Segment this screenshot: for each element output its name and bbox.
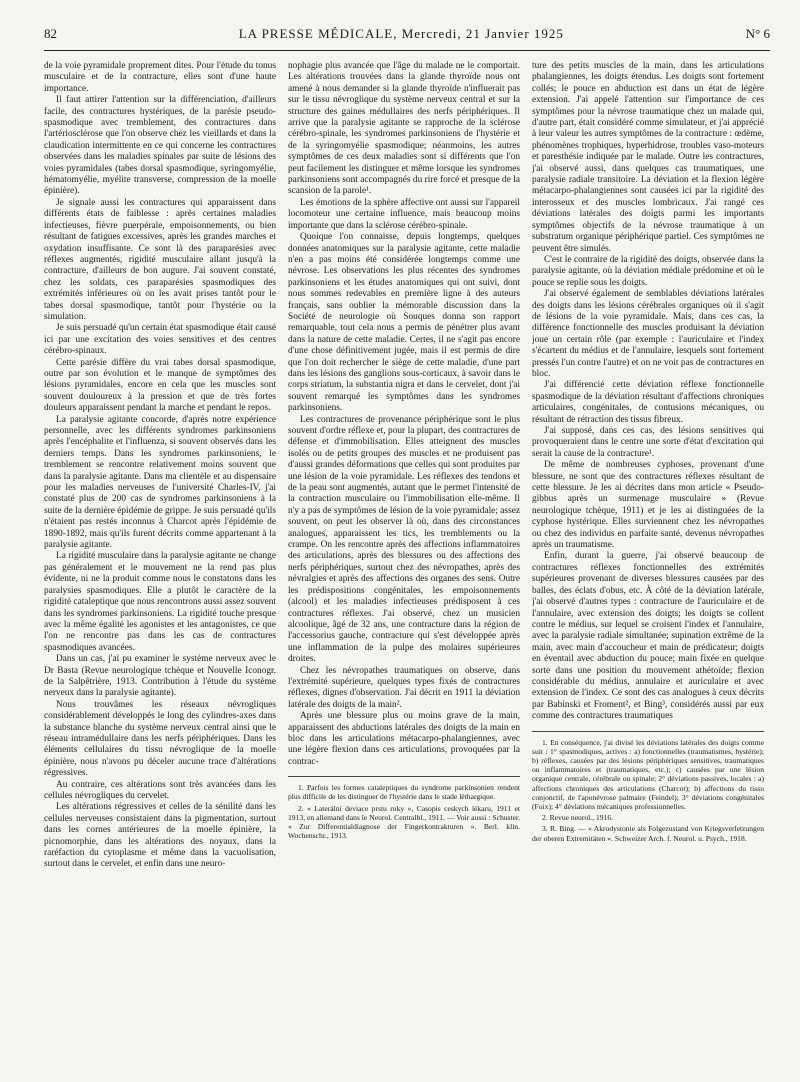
text-columns <box>44 61 770 1081</box>
paragraph: Au contraire, ces altérations sont très avancées dans les cellules névrogliques du cervelet. <box>44 779 276 801</box>
paragraph: Les altérations régressives et celles de la sénilité dans les cellules nerveuses consistaient dans la pigmentation, surtout dans les cornes antérieures de la moelle épinière, la picnomorphie, dans les altérations des noyaux, dans la raréfaction du cytoplasme et même dans la vacuolisation, surtout dans le cervelet, et enfin dans une neuro- <box>44 802 276 870</box>
paragraph: Les contractures de provenance périphérique sont le plus souvent d'ordre réflexe et, pour la plupart, des contractures de défense et d'immobilisation. Elles atteignent des muscles isolés ou de petits groupes des muscles et ne produisent pas d'aussi grandes déformations que celles qui sont produites par une lésion de la voie pyramidale. Les réflexes des tendons et de la peau sont augmentés, autant que le permet l'intensité de la contraction musculaire ou l'immobilisation elle-même. Il n'y a pas de symptômes de lésion de la voie pyramidale; assez souvent, on peut les observer là où, dans des circonstances analogues, apparaissent les tics, les tremblements ou la crampe. On les rencontre après des affections inflammatoires des articulations, après des blessures ou des affections des nerfs périphériques, surtout chez des névropathes, après des névralgies et après des affections des organes des sens. Outre les prédispositions congénitales, les empoisonnements (alcool) et les maladies infectieuses prédisposent à ces contractures réflexes. J'ai observé, chez un musicien alcoolique, âgé de 32 ans, une contracture dans la région de l'accessorius gauche, contracture qui s'est développée après une inflammation de la pulpe des molaires supérieures droites. <box>288 414 520 665</box>
paragraph: C'est le contraire de la rigidité des doigts, observée dans la paralysie agitante, où la déviation médiale prédomine et où le pouce se replie sous les doigts. <box>532 254 764 288</box>
footnote: 1. Parfois les formes cataleptiques du syndrome parkinsonien rendent plus difficile de les distinguer de l'hystérie dans le stade léthargique. <box>288 783 520 802</box>
paragraph: de la voie pyramidale proprement dites. Pour l'étude du tonus musculaire et de la contracture, elles sont d'une haute importance. <box>44 61 276 94</box>
paragraph: Cette parésie diffère du vrai tabes dorsal spasmodique, outre par son évolution et le manque de symptômes des lésions pyramidales, encore en cela que les muscles sont souvent douloureux à la pression et que de très fortes douleurs apparaissent pendant la marche et pendant le repos. <box>44 357 276 414</box>
column-left <box>44 61 276 1081</box>
paragraph: Enfin, durant la guerre, j'ai observé beaucoup de contractures réflexes fonctionnelles des extrémités supérieures provenant de diverses blessures causées par des balles, des éclats d'obus, etc. À côté de la déviation latérale, j'ai observé d'autres types : contracture de l'auriculaire et de l'annulaire, avec extension des doigts; les doigts se collent contre le médius, sur lequel se croisent l'index et l'annulaire, avec la paralysie radiale simultanée; supination extrême de la main, avec main d'accoucheur et main de prédicateur; doigts en éventail avec abduction du pouce; main fixée en quelque sorte dans une position du mouvement athétoïde; flexion considérable du médius, annulaire et auriculaire et avec extension de l'index. Ce sont des cas analogues à ceux décrits par Babinski et Froment², et Bing³, considérés aussi par eux comme des contractures traumatiques <box>532 551 764 722</box>
issue-number: N° 6 <box>745 26 770 41</box>
paragraph: Dans un cas, j'ai pu examiner le système nerveux avec le Dr Basta (Revue neurologique tchèque et Nouvelle Iconogr. de la Salpêtrière, 1913. Contribution à l'étude du système nerveux dans la paralysie agitante). <box>44 654 276 699</box>
paragraph: Après une blessure plus ou moins grave de la main, apparaissent des abductions latérales des doigts de la main en bloc dans les articulations métacarpo-phalangiennes, avec une légère flexion dans ces articulations, provoquées par la contrac- <box>288 711 520 767</box>
paragraph: Il faut attirer l'attention sur la différenciation, d'ailleurs facile, des contractures hystériques, de la parésie pseudo-spasmodique avec tremblement, des contractures dans l'artériosclérose que l'on observe chez les vieillards et dans la claudication intermittente en ce qui concerne les contractures observées dans les maladies spinales par suite de lésions des voies pyramidales (tabes dorsal spasmodique, syringomyélie, hématomyélie, myélite transverse, compression de la moelle épinière). <box>44 95 276 197</box>
paragraph: Nous trouvâmes les réseaux névrogliques considérablement développés le long des cylindres-axes dans la substance blanche du système nerveux central ainsi que le réseau intramédullaire dans les nerfs périphériques. Dans les éléments cellulaires du tissu névroglique de la moelle épinière, nous n'avons pu déceler aucune trace d'altérations régressives. <box>44 699 276 779</box>
running-title: LA PRESSE MÉDICALE, Mercredi, 21 Janvier 1925 <box>238 26 564 41</box>
paragraph: nophagie plus avancée que l'âge du malade ne le comportait. Les altérations trouvées dans la glande thyroïde nous ont amené à nous demander si la glande thyroïde n'influerait pas sur le tissu névroglique du système nerveux central et sur la structure des gaines médullaires des nerfs périphériques. Il arrive que la paralysie agitante se rapproche de la sclérose cérébro-spinale, les syndromes parkinsoniens de l'hystérie et de la syringomyélie spasmodique; néanmoins, les autres symptômes de ces deux maladies sont si différents que l'on peut facilement les distinguer et même lorsque les syndromes parkinsoniens sont accompagnés du rire forcé et presque de la scansion de la parole¹. <box>288 61 520 197</box>
footnote: 3. R. Bing. — « Akrodystonie als Folgezustand von Kriegsverletzungen der oberen Extremitäten ». Schweizer Arch. f. Neurol. u. Psych., 1918. <box>532 824 764 843</box>
paragraph: Je suis persuadé qu'un certain état spasmodique était causé ici par une excitation des voies sensitives et des centres cérébro-spinaux. <box>44 323 276 357</box>
paragraph: ture des petits muscles de la main, dans les articulations phalangiennes, les doigts étendus. Les doigts sont fortement collés; le pouce en abduction est dans un état de légère extension. J'ai appelé l'attention sur l'importance de ces symptômes pour la névrose traumatique chez un malade qui, d'autre part, était considéré comme simulateur, et j'ai apprécié à leur valeur les autres symptômes de la contracture : œdème, phénomènes trophiques, hyperhidrose, troubles vaso-moteurs et paresthésie indiquée par le malade. Outre les contractures, j'ai observé aussi, dans quelques cas traumatiques, une paralysie radiale transitoire. La déviation et la flexion légère métacarpo-phalangiennes sont causées ici par la rigidité des interosseux et des muscles lombricaux. J'ai rangé ces déviations latérales des doigts parmi les importants symptômes objectifs de la névrose traumatique à un substratum organique périphérique partiel. Ces symptômes ne peuvent être simulés. <box>532 61 764 254</box>
running-header <box>44 26 770 51</box>
paragraph: La paralysie agitante concorde, d'après notre expérience personnelle, avec les différents syndromes parkinsoniens après l'encéphalite et l'influenza, si souvent observés dans les derniers temps. Dans les syndromes parkinsoniens, le tremblement se rencontre relativement moins souvent que dans la paralysie agitante. Dans ma clientèle et au dispensaire pour les maladies nerveuses de l'université Charles-IV, j'ai constaté plus de 200 cas de syndromes parkinsoniens à la suite de la dernière épidémie de grippe. Je suis persuadé qu'ils n'étaient pas restés inconnus à Charcot après l'épidémie de 1890-1892, mais qu'ils furent décrits comme appartenant à la paralysie agitante. <box>44 414 276 551</box>
column-middle <box>288 61 520 1081</box>
column-right <box>532 61 764 1081</box>
page-number: 82 <box>44 26 57 41</box>
paragraph: J'ai observé également de semblables déviations latérales des doigts dans les lésions cérébrales organiques où il s'agit de lésions de la voie pyramidale. Mais, dans ces cas, la différence fonctionnelle des muscles produisant la déviation joue un certain rôle (par exemple : l'auriculaire et l'index s'écartent du médius et de l'annulaire, lesquels sont fortement pressés l'un contre l'autre) et on ne voit pas de contractures en bloc. <box>532 289 764 379</box>
footnote: 2. Revue neurol., 1916. <box>542 813 614 823</box>
footnotes <box>288 776 520 840</box>
footnotes <box>532 731 764 843</box>
paragraph: La rigidité musculaire dans la paralysie agitante ne change pas généralement et le mouvement ne la rend pas plus évidente, ni ne la produit comme nous le constatons dans les paralysies spasmodiques. Elle a plutôt le caractère de la rigidité cataleptique que nous rencontrons aussi assez souvent dans les syndromes parkinsoniens. La rigidité touche presque avec la même égalité les agonistes et les antagonistes, ce que l'on ne rencontre pas dans les cas de contractures spasmodiques avancées. <box>44 551 276 653</box>
paragraph: J'ai différencié cette déviation réflexe fonctionnelle spasmodique de la déviation résultant d'affections chroniques articulaires, congénitales, de contusions mécaniques, ou résultant de rétraction des tissus fibreux. <box>532 380 764 425</box>
paragraph: Je signale aussi les contractures qui apparaissent dans différents états de faiblesse : après certaines maladies infectieuses, fièvre puerpérale, empoisonnements, ou bien résultant de fatigues excessives, après les grandes marches et oxydation insuffisante. Ce sont là des paraparésies avec réflexes augmentés, rigidité musculaire allant jusqu'à la contracture, d'ailleurs de bon augure. J'ai souvent constaté, chez les soldats, ces paraparésies spasmodiques des extrémités inférieures où on les avait prises tantôt pour le tabes dorsal spasmodique, tantôt pour l'hystérie ou la simulation. <box>44 197 276 322</box>
paragraph: De même de nombreuses cyphoses, provenant d'une blessure, ne sont que des contractures réflexes résultant de cette blessure. Je les ai décrites dans mon article « Pseudo-gibbus après un surmenage musculaire » (Revue neurologique tchèque, 1911) et je les ai distinguées de la cyphose hystérique. Elles surviennent chez les névropathes ou chez des individus en parfaite santé, devenus névropathes après un traumatisme. <box>532 460 764 551</box>
footnote: 2. « Laterální deviace prstu ruky », Casopis ceskych lékaru, 1911 et 1913, en allemand dans le Neurol. Centralbl., 1911. — Voir aussi : Schuster. « Zur Differentialdiagnose der Fingerkontrakturen ». Berl. klin. Wochenschr., 1913. <box>288 803 520 841</box>
paragraph: J'ai supposé, dans ces cas, des lésions sensitives qui provoqueraient dans le centre une sorte d'état d'excitation qui serait la cause de la contracture¹. <box>532 426 764 459</box>
footnote: 1. En conséquence, j'ai divisé les déviations latérales des doigts comme suit : 1° spasmodiques, actives : a) fonctionnelles (traumatismes, hystérie); b) réflexes, causées par des lésions périphériques sensitives, traumatiques ou inflammatoires et (traumatiques, etc.); c) causées par une lésion organique centrale, cérébrale ou spinale; 2° déviations passives, locales : a) affections chroniques des articulations (Charcot); b) affections du tissu conjonctif, de l'aponévrose palmaire (Feindel); 3° déviations congénitales (Foix); 4° déviations mécaniques professionnelles. <box>532 737 764 811</box>
paragraph: Quoique l'on connaisse, depuis longtemps, quelques données anatomiques sur la paralysie agitante, cette maladie n'en a pas moins été considérée longtemps comme une névrose. Les observations les plus récentes des syndromes parkinsoniens et les études anatomiques qui ont suivi, dont nous sommes redevables en première ligne à des auteurs français, sans oublier la mémorable discussion dans la Société de neurologie où Souques donna son rapport remarquable, tout cela nous a permis de pénétrer plus avant dans la nature de cette maladie. Certes, il ne s'agit pas encore d'une chose définitivement jugée, mais il est permis de dire que l'on doit rechercher le siège de cette maladie, d'une part dans les lésions des ganglions sous-corticaux, à savoir dans le corps striatum, la substantia nigra et dans le cervelet, dont j'ai souvent remarqué les symptômes dans les syndromes parkinsoniens. <box>288 232 520 414</box>
paragraph: Chez les névropathes traumatiques on observe, dans l'extrémité supérieure, quelques types fixés de contractures réflexes, dignes d'observation. J'ai décrit en 1911 la déviation latérale des doigts de la main². <box>288 665 520 710</box>
paragraph: Les émotions de la sphère affective ont aussi sur l'appareil locomoteur une certaine influence, mais beaucoup moins importante que dans la sclérose cérébro-spinale. <box>288 197 520 231</box>
